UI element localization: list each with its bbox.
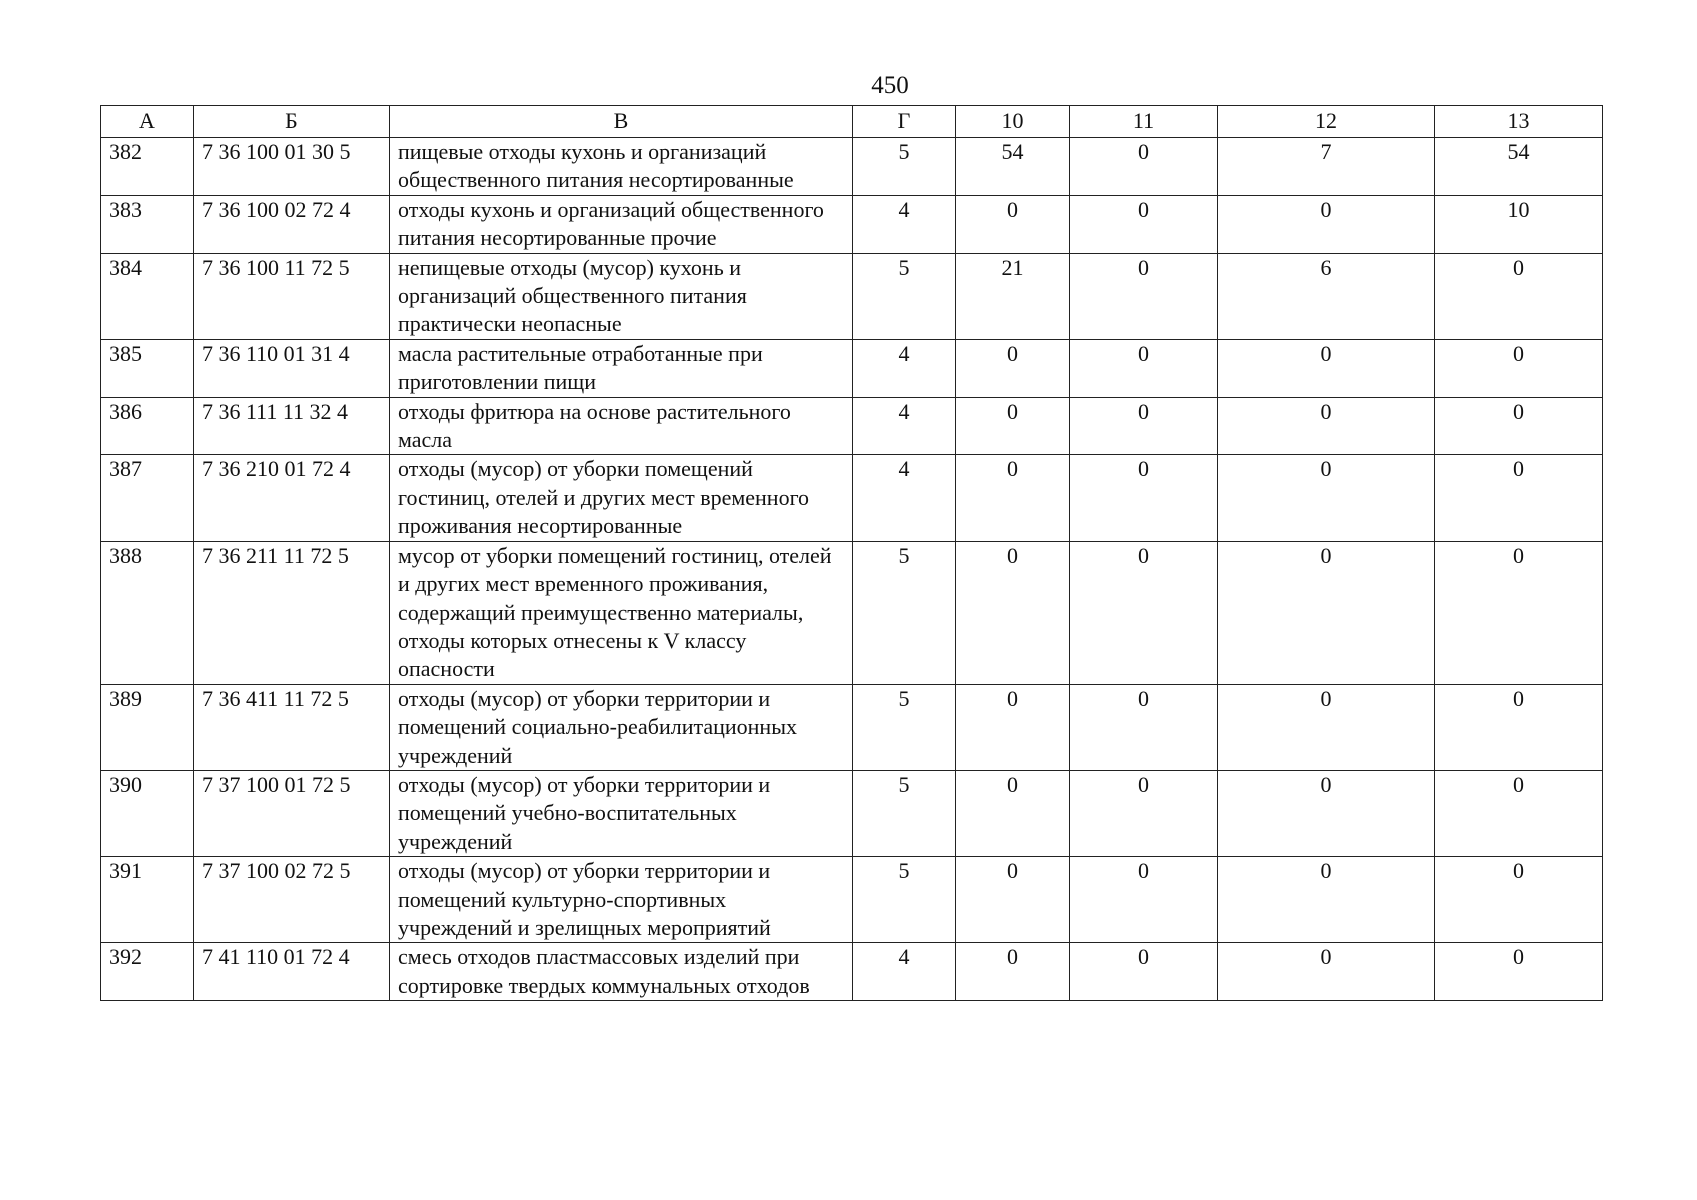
header-cell-13: 13: [1435, 106, 1603, 138]
waste-code-cell: 7 36 100 11 72 5: [194, 253, 390, 339]
column-12-cell: 0: [1218, 339, 1435, 397]
header-cell-12: 12: [1218, 106, 1435, 138]
column-10-cell: 0: [956, 397, 1070, 455]
row-number-cell: 390: [101, 770, 194, 856]
row-number-cell: 385: [101, 339, 194, 397]
column-12-cell: 0: [1218, 455, 1435, 541]
row-number-cell: 386: [101, 397, 194, 455]
waste-code-cell: 7 37 100 01 72 5: [194, 770, 390, 856]
column-10-cell: 0: [956, 943, 1070, 1001]
waste-name-cell: отходы кухонь и организаций общественного питания несортированные прочие: [390, 195, 853, 253]
column-11-cell: 0: [1070, 397, 1218, 455]
column-13-cell: 0: [1435, 541, 1603, 684]
column-11-cell: 0: [1070, 339, 1218, 397]
table-row: [101, 339, 1603, 397]
waste-name-cell: масла растительные отработанные при приготовлении пищи: [390, 339, 853, 397]
waste-table: [100, 105, 1603, 1001]
column-11-cell: 0: [1070, 684, 1218, 770]
column-11-cell: 0: [1070, 195, 1218, 253]
row-number-cell: 383: [101, 195, 194, 253]
waste-name-cell: непищевые отходы (мусор) кухонь и организаций общественного питания практически неопасные: [390, 253, 853, 339]
waste-code-cell: 7 36 411 11 72 5: [194, 684, 390, 770]
page-number: 450: [871, 72, 909, 99]
column-12-cell: 0: [1218, 943, 1435, 1001]
waste-code-cell: 7 36 211 11 72 5: [194, 541, 390, 684]
column-13-cell: 0: [1435, 770, 1603, 856]
column-13-cell: 0: [1435, 455, 1603, 541]
waste-code-cell: 7 37 100 02 72 5: [194, 857, 390, 943]
table-row: [101, 253, 1603, 339]
header-cell-a: А: [101, 106, 194, 138]
column-10-cell: 54: [956, 138, 1070, 196]
header-cell-v: В: [390, 106, 853, 138]
row-number-cell: 391: [101, 857, 194, 943]
column-13-cell: 10: [1435, 195, 1603, 253]
hazard-class-cell: 5: [853, 138, 956, 196]
waste-name-cell: пищевые отходы кухонь и организаций общественного питания несортированные: [390, 138, 853, 196]
header-cell-g: Г: [853, 106, 956, 138]
waste-name-cell: отходы (мусор) от уборки помещений гостиниц, отелей и других мест временного проживания несортированные: [390, 455, 853, 541]
column-10-cell: 0: [956, 770, 1070, 856]
column-11-cell: 0: [1070, 857, 1218, 943]
table-row: [101, 857, 1603, 943]
row-number-cell: 392: [101, 943, 194, 1001]
column-13-cell: 0: [1435, 684, 1603, 770]
table-row: [101, 770, 1603, 856]
hazard-class-cell: 5: [853, 770, 956, 856]
hazard-class-cell: 5: [853, 253, 956, 339]
table-row: [101, 684, 1603, 770]
column-12-cell: 0: [1218, 857, 1435, 943]
hazard-class-cell: 4: [853, 943, 956, 1001]
hazard-class-cell: 5: [853, 541, 956, 684]
column-12-cell: 0: [1218, 770, 1435, 856]
column-11-cell: 0: [1070, 455, 1218, 541]
row-number-cell: 382: [101, 138, 194, 196]
waste-code-cell: 7 36 111 11 32 4: [194, 397, 390, 455]
hazard-class-cell: 5: [853, 684, 956, 770]
column-10-cell: 0: [956, 455, 1070, 541]
column-11-cell: 0: [1070, 770, 1218, 856]
column-13-cell: 0: [1435, 339, 1603, 397]
column-11-cell: 0: [1070, 138, 1218, 196]
waste-code-cell: 7 41 110 01 72 4: [194, 943, 390, 1001]
waste-name-cell: смесь отходов пластмассовых изделий при сортировке твердых коммунальных отходов: [390, 943, 853, 1001]
table-row: [101, 397, 1603, 455]
column-11-cell: 0: [1070, 541, 1218, 684]
hazard-class-cell: 4: [853, 397, 956, 455]
column-10-cell: 0: [956, 541, 1070, 684]
header-cell-11: 11: [1070, 106, 1218, 138]
column-10-cell: 0: [956, 857, 1070, 943]
column-13-cell: 0: [1435, 943, 1603, 1001]
hazard-class-cell: 4: [853, 455, 956, 541]
column-10-cell: 21: [956, 253, 1070, 339]
waste-name-cell: отходы (мусор) от уборки территории и помещений социально-реабилитационных учреждений: [390, 684, 853, 770]
column-10-cell: 0: [956, 339, 1070, 397]
header-cell-10: 10: [956, 106, 1070, 138]
row-number-cell: 389: [101, 684, 194, 770]
row-number-cell: 388: [101, 541, 194, 684]
hazard-class-cell: 4: [853, 339, 956, 397]
column-12-cell: 0: [1218, 541, 1435, 684]
waste-code-cell: 7 36 100 01 30 5: [194, 138, 390, 196]
column-12-cell: 6: [1218, 253, 1435, 339]
column-11-cell: 0: [1070, 943, 1218, 1001]
table-row: [101, 138, 1603, 196]
hazard-class-cell: 5: [853, 857, 956, 943]
waste-name-cell: отходы фритюра на основе растительного масла: [390, 397, 853, 455]
row-number-cell: 384: [101, 253, 194, 339]
column-12-cell: 7: [1218, 138, 1435, 196]
waste-code-cell: 7 36 110 01 31 4: [194, 339, 390, 397]
waste-name-cell: отходы (мусор) от уборки территории и помещений учебно-воспитательных учреждений: [390, 770, 853, 856]
table-row: [101, 455, 1603, 541]
column-10-cell: 0: [956, 195, 1070, 253]
table-row: [101, 943, 1603, 1001]
header-cell-b: Б: [194, 106, 390, 138]
column-13-cell: 0: [1435, 397, 1603, 455]
table-body: [101, 138, 1603, 1001]
waste-code-cell: 7 36 210 01 72 4: [194, 455, 390, 541]
column-13-cell: 0: [1435, 857, 1603, 943]
table-row: [101, 541, 1603, 684]
column-13-cell: 0: [1435, 253, 1603, 339]
row-number-cell: 387: [101, 455, 194, 541]
column-11-cell: 0: [1070, 253, 1218, 339]
table-row: [101, 195, 1603, 253]
hazard-class-cell: 4: [853, 195, 956, 253]
column-12-cell: 0: [1218, 195, 1435, 253]
column-10-cell: 0: [956, 684, 1070, 770]
table-header-row: [101, 106, 1603, 138]
column-12-cell: 0: [1218, 684, 1435, 770]
waste-name-cell: отходы (мусор) от уборки территории и помещений культурно-спортивных учреждений и зрелищных мероприятий: [390, 857, 853, 943]
waste-code-cell: 7 36 100 02 72 4: [194, 195, 390, 253]
column-12-cell: 0: [1218, 397, 1435, 455]
column-13-cell: 54: [1435, 138, 1603, 196]
waste-name-cell: мусор от уборки помещений гостиниц, отелей и других мест временного проживания, содержащий преимущественно материалы, отходы которых отнесены к V классу опасности: [390, 541, 853, 684]
